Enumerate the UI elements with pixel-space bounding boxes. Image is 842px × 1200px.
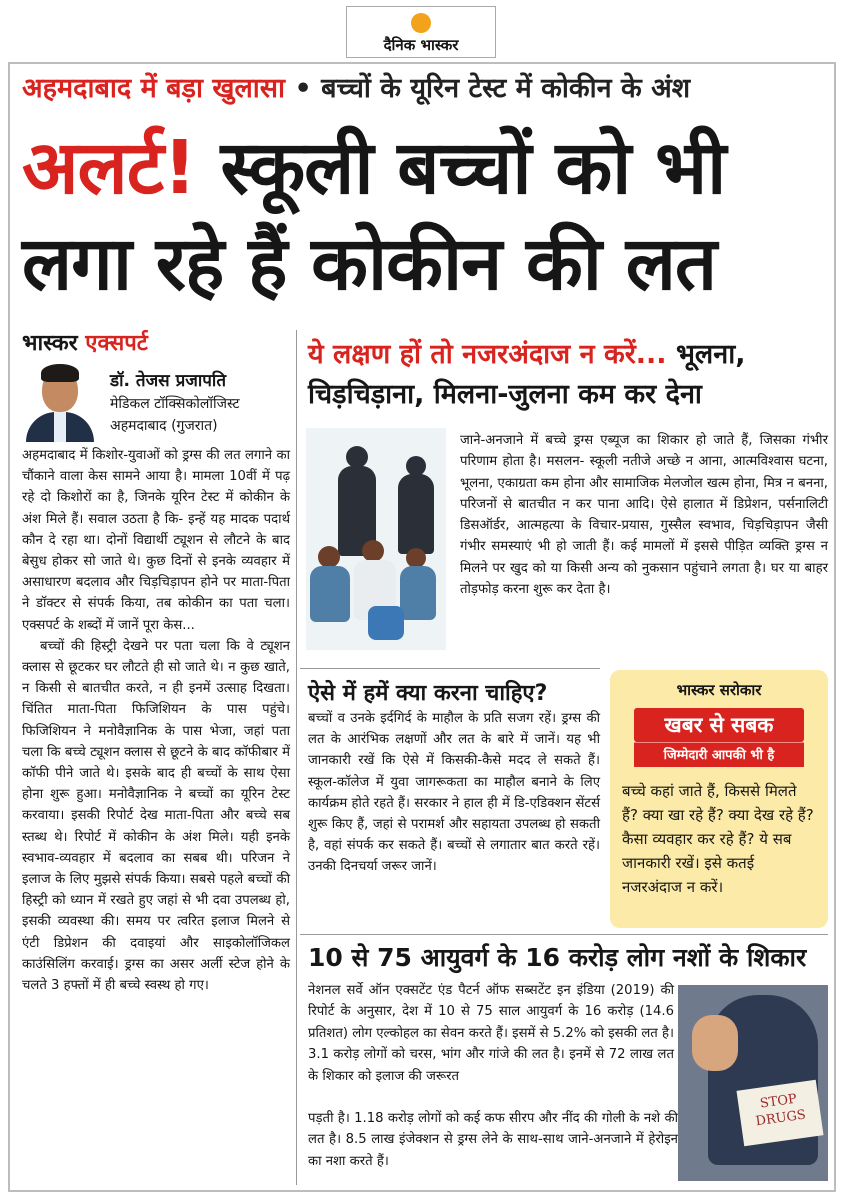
sarokar-box xyxy=(610,670,828,928)
stats-body: नेशनल सर्वे ऑन एक्सटेंट एंड पैटर्न ऑफ सब्सटेंट इन इंडिया (2019) की रिपोर्ट के अनुसार, देश में 10 से 75 साल आयुवर्ग के 16 करोड़ (14.6 प्रतिशत) लोग एल्कोहल का सेवन करते हैं। इसमें से 5.2% को इसकी लत है। 3.1 करोड़ लोगों को चरस, भांग और गांजे की लत है। इनमें से 72 लाख लत के शिकार को इलाज की जरूरत xyxy=(308,983,674,1084)
kicker-separator: • xyxy=(294,73,312,104)
stats-heading: 10 से 75 आयुवर्ग के 16 करोड़ लोग नशों के शिकार xyxy=(308,943,807,972)
sun-logo-icon xyxy=(411,13,431,33)
expert-paragraph-2: बच्चों की हिस्ट्री देखने पर पता चला कि वे ट्यूशन क्लास से छूटकर घर लौटते ही सो जाते थे। न कुछ खाते, न किसी से बातचीत करते, न ही इनमें उत्साह दिखता। चिंतित माता-पिता फिजिशियन के पास पहुंचे। फिजिशियन ने मनोवैज्ञानिक के पास भेजा, जहां पता चला कि बच्चे ट्यूशन क्लास से छूटने के बाद कॉफीबार में कॉफी पीने जाते थे। इसके बाद ही बच्चों के साथ ऐसा होना शुरू हुआ। मनोवैज्ञानिक ने बच्चों का यूरिन टेस्ट करवाया। इसकी रिपोर्ट देख माता-पिता और बच्चे सब स्तब्ध थे। रिपोर्ट में कोकीन के अंश मिले। यही इनके स्वभाव-व्यवहार में बदलाव का सबब थी। परिजन ने इलाज के लिए मुझसे संपर्क किया। सबसे पहले बच्चों की हिस्ट्री को ध्यान में रखते हुए जहां से भी दवा उपलब्ध हो, इसकी व्यवस्था की। समय पर त्वरित इलाज मिलने से एंटी डिप्रेशन की दवाइयां और साइकोलॉजिकल काउंसिलिंग करवाई। ड्रग्स का असर अर्ली स्टेज होने के चलते 3 हफ्तों में ही बच्चे स्वस्थ हो गए। xyxy=(22,638,290,994)
what-to-do-heading: ऐसे में हमें क्या करना चाहिए? xyxy=(308,681,548,706)
stop-drugs-sign: STOP DRUGS xyxy=(736,1080,823,1147)
kicker-detail: बच्चों के यूरिन टेस्ट में कोकीन के अंश xyxy=(321,73,691,104)
expert-name: डॉ. तेजस प्रजापति xyxy=(110,371,227,391)
stats-body-continued: पड़ती है। 1.18 करोड़ लोगों को कई कफ सीरप और नींद की गोली के नशे की लत है। 8.5 लाख इंजेक्शन से ड्रग्स लेने के साथ-साथ जाने-अनजाने में हेरोइन का नशा करते हैं। xyxy=(308,1111,678,1169)
expert-city: अहमदाबाद (गुजरात) xyxy=(110,418,218,434)
stop-drugs-photo xyxy=(678,985,828,1181)
sarokar-tag: भास्कर सरोकार xyxy=(676,681,762,699)
kicker-location: अहमदाबाद में बड़ा खुलासा xyxy=(22,73,286,104)
headline-line-2: लगा रहे हैं कोकीन की लत xyxy=(22,221,717,307)
headline-alert: अलर्ट! xyxy=(22,125,196,211)
expert-tag-label: एक्सपर्ट xyxy=(85,331,148,356)
sarokar-title: खबर से सबक xyxy=(634,708,804,742)
symptoms-heading-black: भूलना, चिड़चिड़ाना, मिलना-जुलना कम कर देना xyxy=(308,339,746,410)
avatar xyxy=(24,362,96,442)
symptoms-body: जाने-अनजाने में बच्चे ड्रग्स एब्यूज का शिकार हो जाते हैं, जिसका गंभीर परिणाम होता है। मसलन- स्कूली नतीजे अच्छे न आना, आत्मविश्वास घटना, भूलना, एकाग्रता कम होना और सामाजिक मेलजोल खत्म होना, मित्र न बनना, परिजनों से बातचीत न कर पाना आदि। ऐसे हालात में डिप्रेशन, पर्सनालिटी डिसऑर्डर, आत्महत्या के विचार-प्रयास, गुस्सैल स्वभाव, चिड़चिड़ापन जैसी गंभीर समस्याएं भी हो जाती हैं। कई मामलों में इससे पीड़ित व्यक्ति ड्रग्स न मिलने पर खुद को या किसी अन्य को नुकसान पहुंचाने लगता है। घर या बाहर तोड़फोड़ करना शुरू कर देता है। xyxy=(460,433,828,598)
column-divider xyxy=(296,330,297,1185)
symptoms-heading-red: ये लक्षण हों तो नजरअंदाज न करें... xyxy=(308,339,667,370)
sarokar-subtitle: जिम्मेदारी आपकी भी है xyxy=(634,742,804,767)
headline-line-1: स्कूली बच्चों को भी xyxy=(220,125,726,211)
kicker xyxy=(22,68,690,105)
what-to-do-body: बच्चों व उनके इर्दगिर्द के माहौल के प्रति सजग रहें। ड्रग्स की लत के आरंभिक लक्षणों और लत के बारे में जानें। यह भी जानकारी रखें कि ऐसे में किसकी-कैसे मदद ले सकते हैं। स्कूल-कॉलेज में युवा जागरूकता का माहौल बनाने के लिए कार्यक्रम होते रहते हैं। सरकार ने हाल ही में डि-एडिक्शन सेंटर्स शुरू किए हैं, जहां से परामर्श और सहायता उपलब्ध हो सकती है, वहां संपर्क कर सकते हैं। बच्चों से लगातार बात करते रहें। उनकी दिनचर्या जरूर जानें। xyxy=(308,711,600,875)
expert-article xyxy=(22,445,290,996)
expert-paragraph-1: अहमदाबाद में किशोर-युवाओं को ड्रग्स की लत लगाने का चौंकाने वाला केस सामने आया है। मामला 10वीं में पढ़ रहे दो किशोरों का है, जिनके यूरिन टेस्ट में कोकीन के अंश मिले हैं। सवाल उठता है कि- इन्हें यह मादक पदार्थ कौन दे रहा था। दोनों विद्यार्थी ट्यूशन से लौटने के बाद बेसुध होकर सो जाते थे। कुछ दिनों से इनके व्यवहार में असाधारण बदलाव और चिड़चिड़ापन होने पर माता-पिता ने डॉक्टर से संपर्क किया, तब कोकीन का पता चला। एक्सपर्ट के शब्दों में जानें पूरा केस... xyxy=(22,448,290,633)
students-illustration xyxy=(306,428,446,650)
symptoms-heading xyxy=(308,335,828,415)
expert-tag-brand: भास्कर xyxy=(22,331,78,356)
masthead-brand: दैनिक भास्कर xyxy=(383,36,459,54)
masthead xyxy=(346,6,496,58)
sarokar-body: बच्चे कहां जाते हैं, किससे मिलते हैं? क्या खा रहे हैं? क्या देख रहे हैं? कैसा व्यवहार कर रहे हैं? ये सब जानकारी रखें। इसे कतई नजरअंदाज न करें। xyxy=(622,782,814,896)
expert-role: मेडिकल टॉक्सिकोलॉजिस्ट xyxy=(110,396,240,412)
section-divider xyxy=(300,934,828,935)
page-title xyxy=(22,120,725,312)
expert-tag xyxy=(22,327,148,357)
section-divider xyxy=(300,668,600,669)
